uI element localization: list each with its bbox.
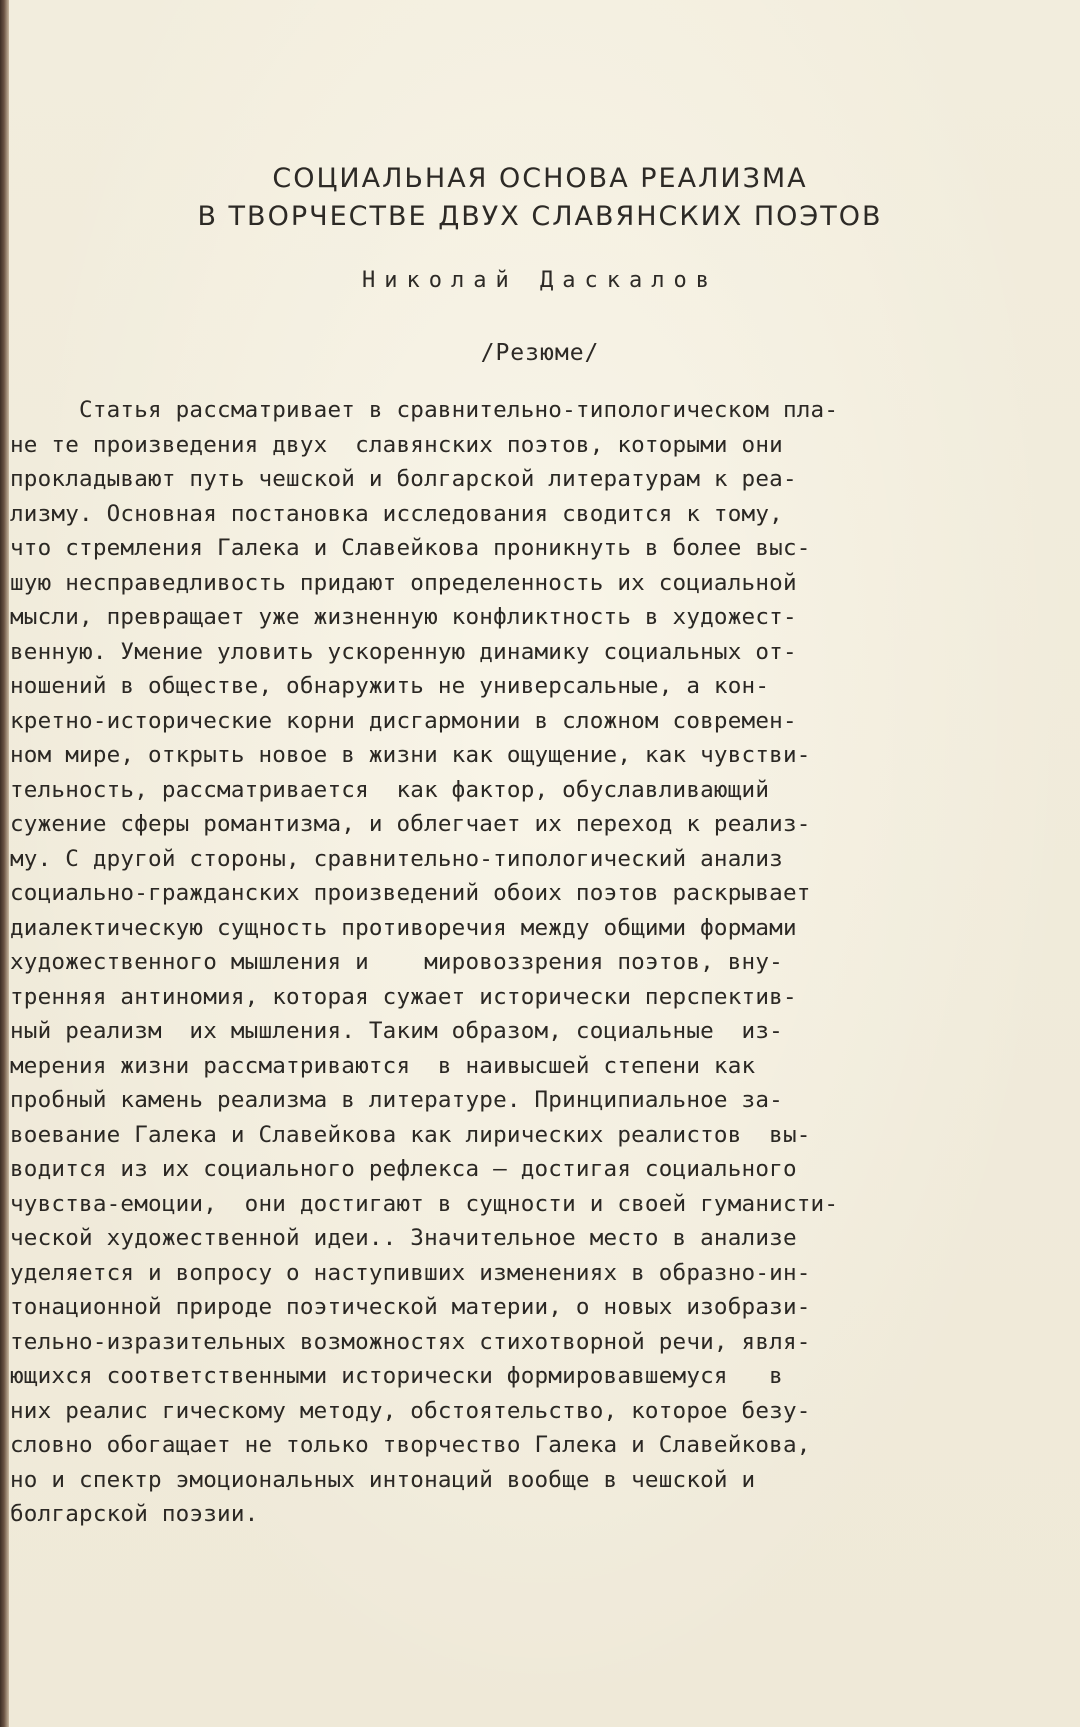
body-text-line: ный реализм их мышления. Таким образом, социальные из- (10, 1018, 783, 1044)
body-text-line: диалектическую сущность противоречия между общими формами (10, 914, 797, 941)
body-text-line: социально-гражданских произведений обоих поэтов раскрывает (10, 880, 811, 906)
body-text-line: мысли, превращает уже жизненную конфликтность в художест- (10, 604, 797, 630)
body-text-line: уделяется и вопросу о наступивших изменениях в образно-ин- (10, 1259, 811, 1286)
body-text-line: ном мире, открыть новое в жизни как ощущение, как чувстви- (10, 742, 811, 768)
body-text-line: болгарской поэзии. (10, 1501, 259, 1527)
body-text-line: но и спектр эмоциональных интонаций вообще в чешской и (10, 1466, 756, 1493)
title-line-1: СОЦИАЛЬНАЯ ОСНОВА РЕАЛИЗМА (272, 163, 808, 194)
abstract-body (10, 393, 1010, 1532)
body-text-line: ношений в обществе, обнаружить не универсальные, а кон- (10, 673, 770, 699)
body-text-line: венную. Умение уловить ускоренную динамику социальных от- (10, 638, 797, 665)
body-text-line: ческой художественной идеи.. Значительное место в анализе (10, 1225, 797, 1251)
body-text-line: воевание Галека и Славейкова как лирических реалистов вы- (10, 1121, 811, 1148)
body-text-line: кретно-исторические корни дисгармонии в сложном современ- (10, 707, 797, 734)
body-text-line: них реалис гическому методу, обстоятельство, которое безу- (10, 1397, 811, 1424)
body-text-line: сужение сферы романтизма, и облегчает их переход к реализ- (10, 811, 811, 837)
body-text-line: ющихся соответственными исторически формировавшемуся в (10, 1363, 783, 1389)
body-text-line: чувства-емоции, они достигают в сущности и своей гуманисти- (10, 1190, 839, 1217)
page-binding-edge (0, 0, 9, 1727)
body-text-line: лизму. Основная постановка исследования сводится к тому, (10, 500, 783, 527)
body-text-line: словно обогащает не только творчество Галека и Славейкова, (10, 1432, 811, 1458)
document-title (0, 160, 1080, 236)
body-text-line: тонационной природе поэтической материи, о новых изобрази- (10, 1294, 811, 1320)
body-text-line: му. С другой стороны, сравнительно-типологический анализ (10, 845, 783, 872)
section-subtitle: /Резюме/ (480, 340, 600, 366)
body-text-line: водится из их социального рефлекса – достигая социального (10, 1156, 797, 1182)
body-text-line: тельность, рассматривается как фактор, обуславливающий (10, 776, 770, 803)
body-text-line: тренняя антиномия, которая сужает исторически перспектив- (10, 983, 797, 1010)
body-text-line: не те произведения двух славянских поэтов, которыми они (10, 431, 783, 458)
body-text-line: прокладывают путь чешской и болгарской литературам к реа- (10, 466, 797, 492)
body-text-line: что стремления Галека и Славейкова проникнуть в более выс- (10, 535, 811, 561)
body-text-line: Статья рассматривает в сравнительно-типологическом пла- (10, 397, 839, 423)
body-text-line: тельно-изразительных возможностях стихотворной речи, явля- (10, 1328, 811, 1355)
body-text-line: шую несправедливость придают определенность их социальной (10, 569, 797, 596)
body-text-line: пробный камень реализма в литературе. Принципиальное за- (10, 1087, 783, 1113)
title-line-2: В ТВОРЧЕСТВЕ ДВУХ СЛАВЯНСКИХ ПОЭТОВ (197, 201, 883, 232)
author-name: Николай Даскалов (362, 268, 718, 293)
body-text-line: мерения жизни рассматриваются в наивысшей степени как (10, 1052, 756, 1079)
body-text-line: художественного мышления и мировоззрения поэтов, вну- (10, 949, 783, 975)
